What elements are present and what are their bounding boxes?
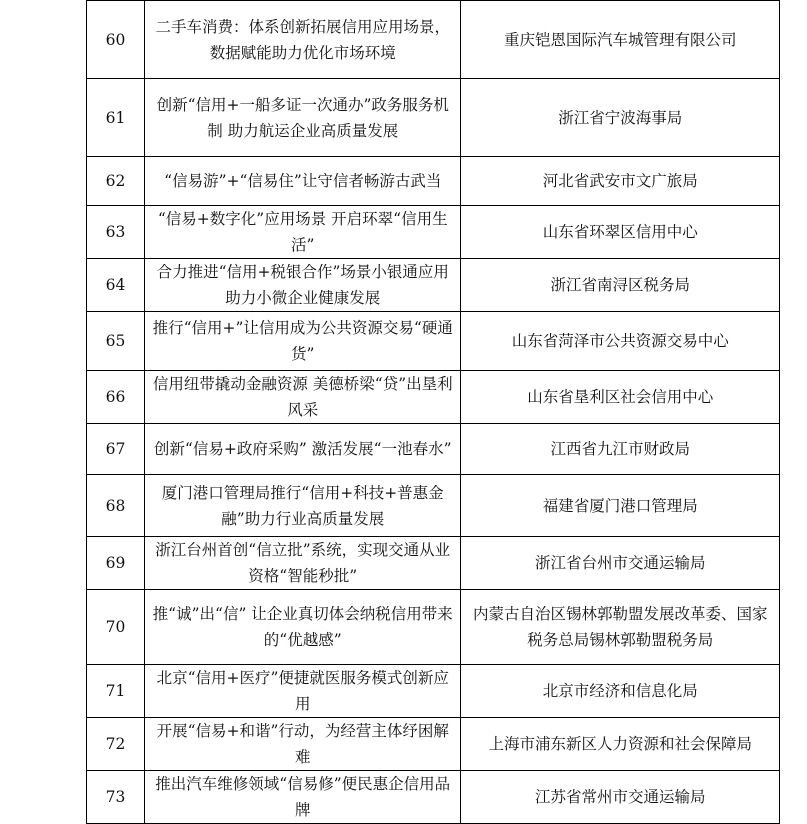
cases-table-body: [87, 1, 780, 824]
case-title: 厦门港口管理局推行“信用+科技+普惠金融”助力行业高质量发展: [145, 475, 461, 537]
case-organization: 河北省武安市文广旅局: [461, 157, 780, 206]
case-number: 70: [87, 590, 145, 665]
case-title: 创新“信易+政府采购” 激活发展“一池春水”: [145, 424, 461, 475]
case-title: 浙江台州首创“信立批”系统，实现交通从业资格“智能秒批”: [145, 537, 461, 590]
case-organization: 江苏省常州市交通运输局: [461, 771, 780, 824]
case-organization: 内蒙古自治区锡林郭勒盟发展改革委、国家税务总局锡林郭勒盟税务局: [461, 590, 780, 665]
case-number: 61: [87, 79, 145, 157]
case-organization: 山东省垦利区社会信用中心: [461, 371, 780, 424]
case-number: 68: [87, 475, 145, 537]
case-title: 创新“信用+一船多证一次通办”政务服务机制 助力航运企业高质量发展: [145, 79, 461, 157]
case-title: 推行“信用+”让信用成为公共资源交易“硬通货”: [145, 312, 461, 371]
table-row: [87, 157, 780, 206]
case-number: 72: [87, 718, 145, 771]
table-row: [87, 665, 780, 718]
table-row: [87, 1, 780, 79]
case-number: 69: [87, 537, 145, 590]
case-organization: 浙江省南浔区税务局: [461, 259, 780, 312]
case-organization: 山东省环翠区信用中心: [461, 206, 780, 259]
case-organization: 上海市浦东新区人力资源和社会保障局: [461, 718, 780, 771]
case-number: 73: [87, 771, 145, 824]
case-title: 二手车消费：体系创新拓展信用应用场景，数据赋能助力优化市场环境: [145, 1, 461, 79]
case-title: 信用纽带撬动金融资源 美德桥梁“贷”出垦利风采: [145, 371, 461, 424]
case-title: 推出汽车维修领域“信易修”便民惠企信用品牌: [145, 771, 461, 824]
table-row: [87, 79, 780, 157]
table-row: [87, 590, 780, 665]
case-title: 开展“信易+和谐”行动，为经营主体纾困解难: [145, 718, 461, 771]
case-number: 62: [87, 157, 145, 206]
case-organization: 浙江省宁波海事局: [461, 79, 780, 157]
case-number: 71: [87, 665, 145, 718]
case-title: 合力推进“信用+税银合作”场景小银通应用 助力小微企业健康发展: [145, 259, 461, 312]
case-title: “信易游”+“信易住”让守信者畅游古武当: [145, 157, 461, 206]
table-row: [87, 537, 780, 590]
table-row: [87, 424, 780, 475]
table-row: [87, 259, 780, 312]
case-organization: 浙江省台州市交通运输局: [461, 537, 780, 590]
case-number: 63: [87, 206, 145, 259]
case-title: 北京“信用+医疗”便捷就医服务模式创新应用: [145, 665, 461, 718]
case-number: 64: [87, 259, 145, 312]
case-number: 65: [87, 312, 145, 371]
case-organization: 江西省九江市财政局: [461, 424, 780, 475]
case-title: “信易+数字化”应用场景 开启环翠“信用生活”: [145, 206, 461, 259]
case-organization: 北京市经济和信息化局: [461, 665, 780, 718]
case-title: 推“诚”出“信” 让企业真切体会纳税信用带来的“优越感”: [145, 590, 461, 665]
case-number: 66: [87, 371, 145, 424]
case-organization: 重庆铠恩国际汽车城管理有限公司: [461, 1, 780, 79]
table-row: [87, 718, 780, 771]
table-row: [87, 475, 780, 537]
table-row: [87, 371, 780, 424]
table-row: [87, 312, 780, 371]
case-organization: 福建省厦门港口管理局: [461, 475, 780, 537]
case-organization: 山东省菏泽市公共资源交易中心: [461, 312, 780, 371]
table-row: [87, 206, 780, 259]
case-number: 60: [87, 1, 145, 79]
table-row: [87, 771, 780, 824]
cases-table: [86, 0, 780, 824]
case-number: 67: [87, 424, 145, 475]
